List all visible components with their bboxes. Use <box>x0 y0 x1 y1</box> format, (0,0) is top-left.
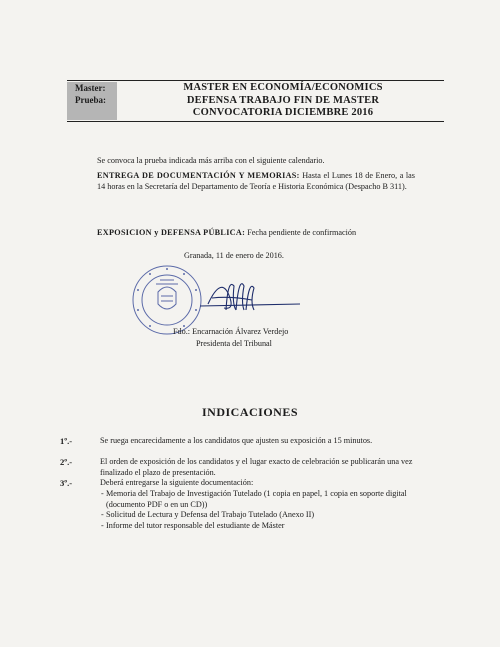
signer-name: Fdo.: Encarnación Álvarez Verdejo <box>173 327 289 336</box>
header-titles <box>122 82 444 120</box>
header-box <box>67 80 444 122</box>
item-3-number: 3º.- <box>60 478 73 488</box>
indicaciones-title: INDICACIONES <box>201 405 299 419</box>
signer-role: Presidenta del Tribunal <box>196 339 272 348</box>
date-text: Granada, 11 de enero de 2016. <box>184 251 284 260</box>
convocatoria-title: CONVOCATORIA DICIEMBRE 2016 <box>192 107 374 118</box>
intro-text: Se convoca la prueba indicada más arriba con el siguiente calendario. <box>97 156 325 165</box>
item-2-number: 2º.- <box>60 457 73 467</box>
item-2-text: El orden de exposición de los candidatos y el lugar exacto de celebración se publicarán una vez finalizado el plazo de presentación. <box>100 457 413 477</box>
subitem-informe: - Informe del tutor responsable del estudiante de Máster <box>106 521 426 532</box>
subitem-solicitud: - Solicitud de Lectura y Defensa del Trabajo Tutelado (Anexo II) <box>106 510 426 521</box>
prueba-title: DEFENSA TRABAJO FIN DE MASTER <box>186 94 380 106</box>
exposicion-text: Fecha pendiente de confirmación <box>245 228 357 237</box>
item-1-number: 1º.- <box>60 436 73 446</box>
item-3-text: Deberá entregarse la siguiente documentación: <box>100 478 254 487</box>
master-title: MASTER EN ECONOMÍA/ECONOMICS <box>183 82 383 93</box>
exposicion-paragraph <box>97 227 417 238</box>
entrega-text: Hasta el Lunes 18 de Enero, a las 14 horas en la Secretaría del Departamento de Teoría e Historia Económica (Despacho B 311). <box>97 171 415 191</box>
label-prueba: Prueba: <box>75 95 106 105</box>
exposicion-label: EXPOSICION y DEFENSA PÚBLICA: <box>97 228 246 237</box>
entrega-paragraph <box>97 170 415 192</box>
label-master: Master: <box>75 83 106 93</box>
subitem-memoria: - Memoria del Trabajo de Investigación Tutelado (1 copia en papel, 1 copia en soporte digital (documento PDF o en un CD)) <box>106 489 426 510</box>
entrega-label: ENTREGA DE DOCUMENTACIÓN Y MEMORIAS: <box>97 171 300 180</box>
header-labels <box>67 82 117 120</box>
item-1-text: Se ruega encarecidamente a los candidatos que ajusten su exposición a 15 minutos. <box>100 436 373 445</box>
